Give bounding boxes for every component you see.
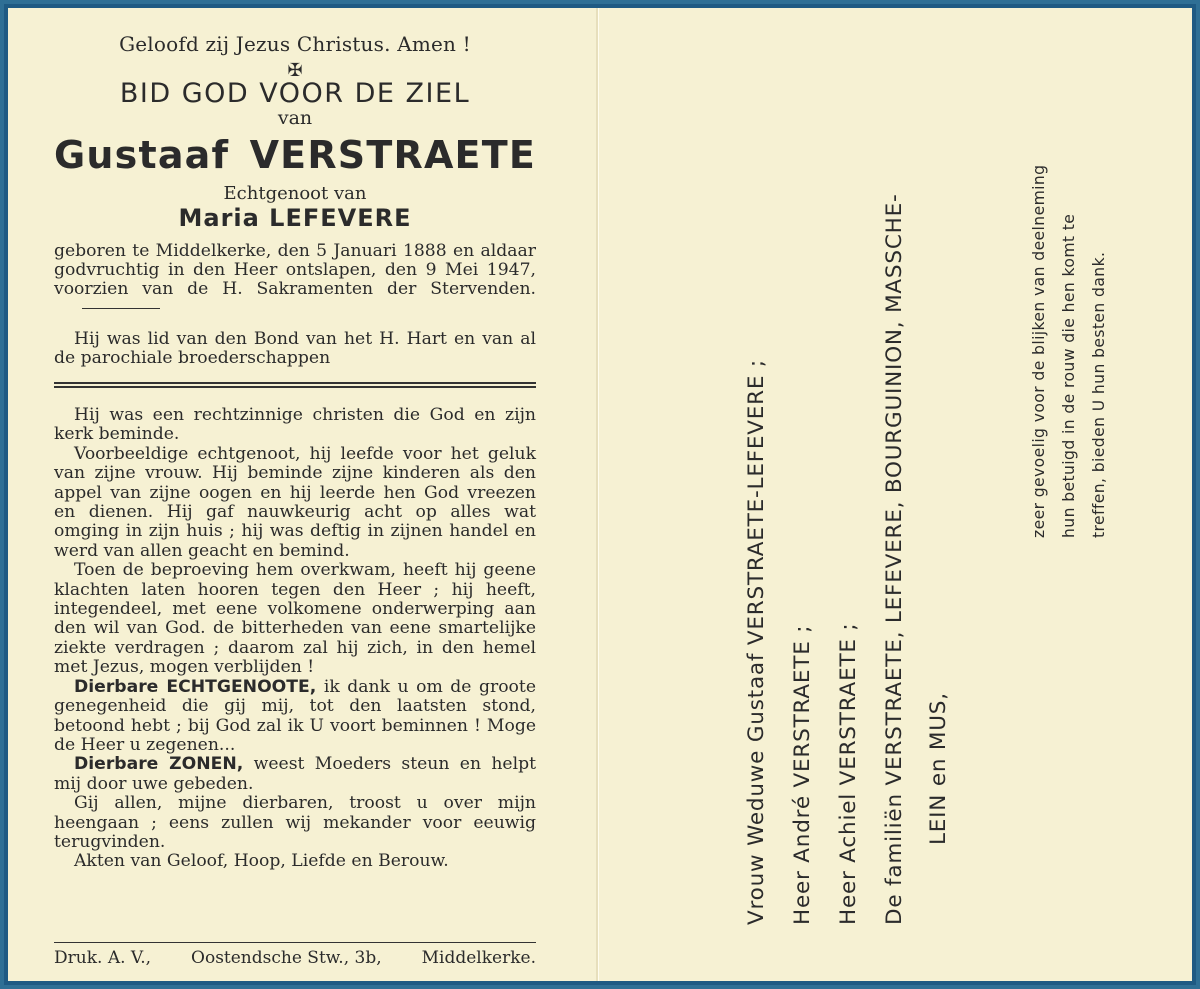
double-divider bbox=[54, 382, 536, 388]
family-line-achiel: Heer Achiel VERSTRAETE ; bbox=[836, 622, 861, 925]
printer-divider bbox=[54, 942, 536, 943]
family-line-families: De familiën VERSTRAETE, LEFEVERE, BOURGUINION, MASSCHE- bbox=[882, 193, 907, 925]
left-panel bbox=[54, 24, 536, 972]
deceased-name bbox=[54, 133, 536, 177]
closing-text: Gij allen, mijne dierbaren, troost u over mijn heengaan ; eens zullen wij mekander voor eeuwig terugvinden. bbox=[54, 793, 536, 852]
body-paragraph-1: Hij was een rechtzinnige christen die God en zijn kerk beminde. bbox=[54, 405, 536, 445]
birth-death-text: geboren te Middelkerke, den 5 Januari 1888 en aldaar godvruchtig in den Heer ontslapen, den 9 Mei 1947, voorzien van de H. Sakramenten der Stervenden. bbox=[54, 242, 536, 318]
first-name: Gustaaf bbox=[54, 133, 230, 177]
acts-text: Akten van Geloof, Hoop, Liefde en Berouw. bbox=[74, 851, 449, 872]
body-paragraph-2: Voorbeeldige echtgenoot, hij leefde voor het geluk van zijne vrouw. Hij beminde zijne kinderen als den appel van zijne oogen en hij leerde hen God vreezen en dienen. Hij gaf nauwkeurig acht op alles wat omging in zijn huis ; hij was deftig in zijnen handel en werd van allen geacht en bemind. bbox=[54, 443, 536, 561]
family-line-families-cont: LEIN en MUS, bbox=[926, 692, 951, 845]
address-sons: Dierbare ZONEN, weest Moeders steun en helpt mij door uwe gebeden. bbox=[54, 754, 536, 794]
van-text: van bbox=[277, 107, 313, 129]
thanks-line-3: treffen, bieden U hun besten dank. bbox=[1090, 251, 1108, 538]
greeting: Geloofd zij Jezus Christus. Amen ! bbox=[119, 32, 471, 56]
body-paragraph-3: Toen de beproeving hem overkwam, heeft hij geene klachten laten hooren tegen den Heer ; hij heeft, integendeel, met eene volkomene onderwerping aan den wil van God. de bitterheden van eene smartelijke ziekte verdragen ; daarom zal hij zich, in den hemel met Jezus, mogen verblijden ! bbox=[54, 560, 536, 678]
thanks-line-2: hun betuigd in de rouw die hen komt te bbox=[1060, 213, 1078, 538]
cross-icon: ✠ bbox=[287, 60, 303, 81]
membership-text: Hij was lid van den Bond van het H. Hart en van al de parochiale broederschappen bbox=[54, 329, 536, 368]
fold-line bbox=[596, 8, 598, 981]
prayer-heading: BID GOD VOOR DE ZIEL bbox=[119, 78, 471, 109]
right-panel bbox=[610, 20, 1188, 970]
printer-line: Druk. A. V., Oostendsche Stw., 3b, Middelkerke. bbox=[54, 948, 536, 968]
obituary-body bbox=[54, 406, 536, 872]
family-line-andre: Heer André VERSTRAETE ; bbox=[790, 624, 815, 925]
short-divider bbox=[82, 308, 160, 309]
thanks-line-1: zeer gevoelig voor de blijken van deelneming bbox=[1030, 164, 1048, 538]
address-wife: Dierbare ECHTGENOOTE, ik dank u om de groote genegenheid die gij mij, tot den laatsten stond, betoond hebt ; bij God zal ik U voort beminnen ! Moge de Heer u zegenen... bbox=[54, 676, 536, 755]
spouse-intro: Echtgenoot van bbox=[223, 183, 367, 204]
last-name: VERSTRAETE bbox=[249, 133, 536, 177]
family-line-widow: Vrouw Weduwe Gustaaf VERSTRAETE-LEFEVERE ; bbox=[744, 359, 769, 925]
spouse-name: Maria LEFEVERE bbox=[178, 204, 412, 232]
